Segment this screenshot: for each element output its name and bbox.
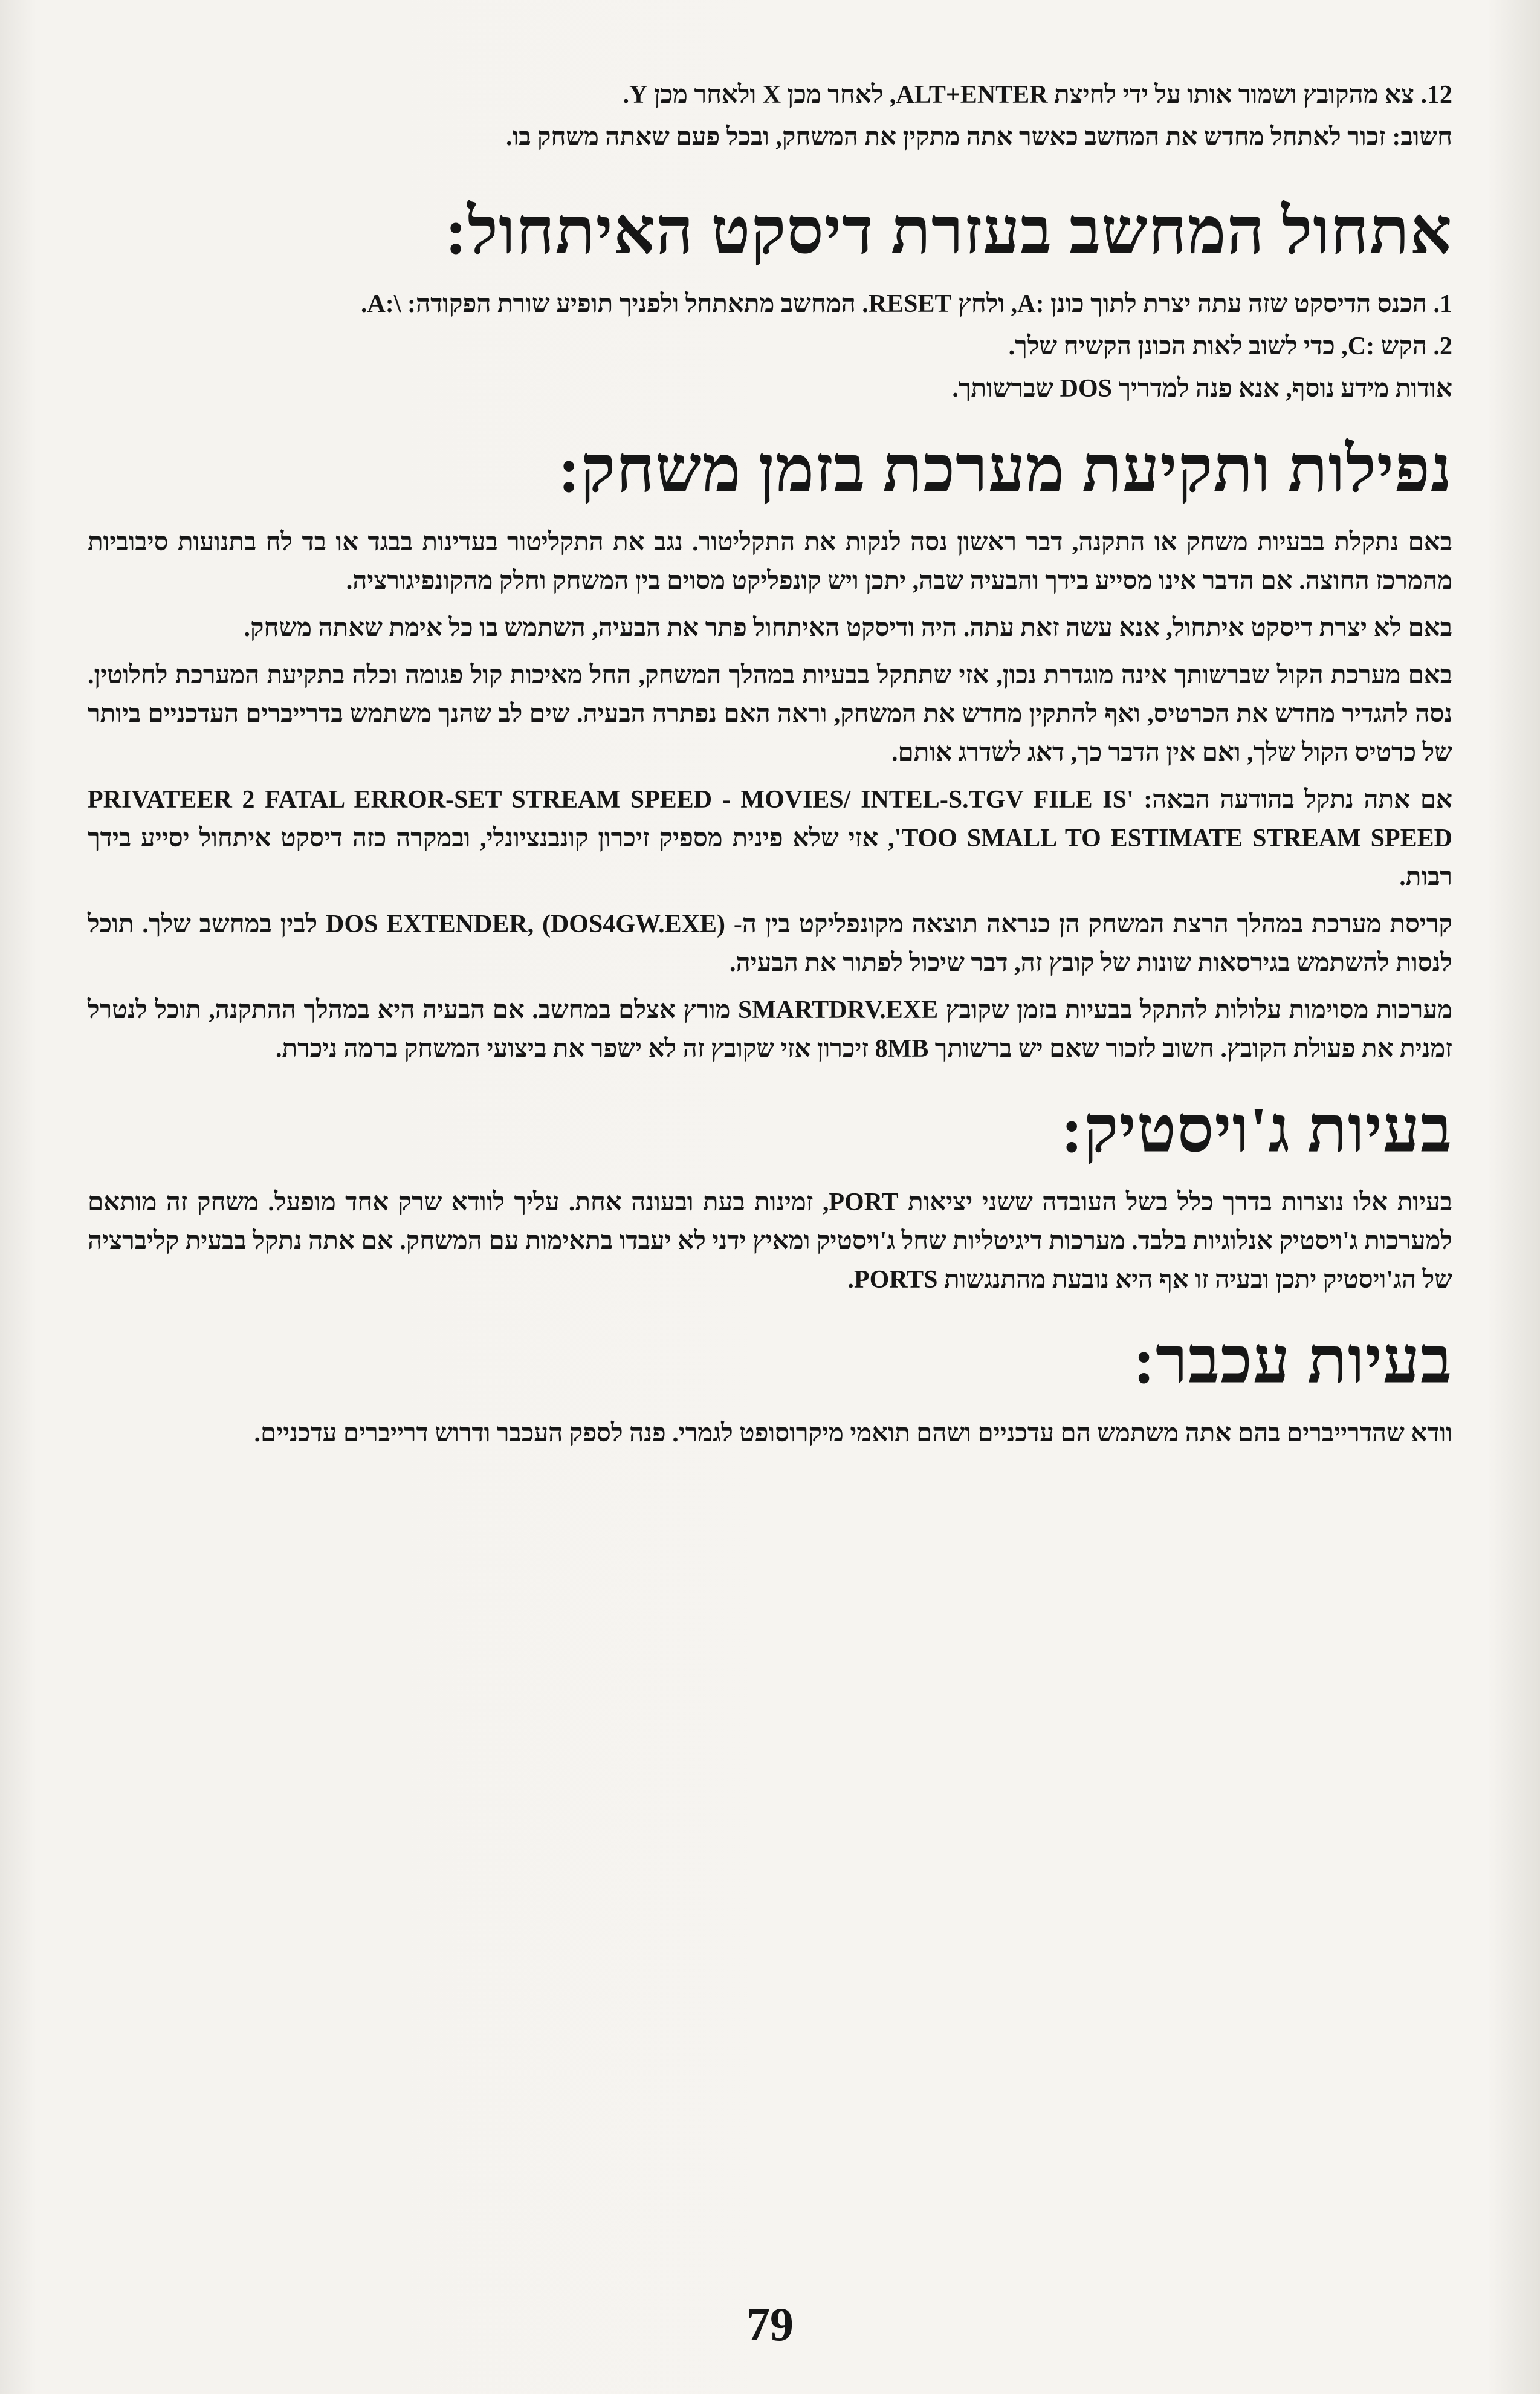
boot-disk-heading: אתחול המחשב בעזרת דיסקט האיתחול: bbox=[445, 196, 1452, 268]
boot-step-1: 1. הכנס הדיסקט שזה עתה יצרת לתוך כונן :A, ולחץ RESET. המחשב מתאתחל ולפניך תופיע שורת הפקודה: \:A. bbox=[360, 290, 1452, 318]
boot-more-info: אודות מידע נוסף, אנא פנה למדריך DOS שברשותך. bbox=[952, 375, 1452, 403]
page-number: 79 bbox=[746, 2298, 794, 2350]
important-note bbox=[88, 118, 1452, 157]
important-note-label: חשוב: bbox=[1392, 123, 1452, 151]
crashes-paragraph-1: באם נתקלת בבעיות משחק או התקנה, דבר ראשון נסה לנקות את התקליטור. נגב את התקליטור בעדינות בבגד או בד לח בתנועות סיבוביות מהמרכז החוצה. אם הדבר אינו מסייע בידך והבעיה שבה, יתכן ויש קונפליקט מסוים בין המשחק וחלק מהקונפיגורציה. bbox=[88, 528, 1452, 595]
mouse-heading: בעיות עכבר: bbox=[1133, 1325, 1452, 1397]
crashes-paragraph-5: קריסת מערכת במהלך הרצת המשחק הן כנראה תוצאה מקונפליקט בין ה- DOS EXTENDER, (DOS4GW.EXE) לבין במחשב שלך. תוכל לנסות להשתמש בגירסאות שונות של קובץ זה, דבר שיכול לפתור את הבעיה. bbox=[88, 910, 1452, 977]
joystick-paragraph: בעיות אלו נוצרות בדרך כלל בשל העובדה ששני יציאות PORT, זמינות בעת ובעונה אחת. עליך לוודא שרק אחד מופעל. משחק זה מותאם למערכות ג'ויסטיק אנלוגיות בלבד. מערכות דיגיטליות שחל ג'ויסטיק ומאיץ ידני לא יעבדו בתאימות עם המשחק. אם אתה נתקל בבעית קליברציה של הג'ויסטיק יתכן ובעיה זו אף היא נובעת מהתנגשות PORTS. bbox=[88, 1189, 1453, 1294]
crashes-paragraph-4: אם אתה נתקל בהודעה הבאה: 'PRIVATEER 2 FATAL ERROR-SET STREAM SPEED - MOVIES/ INTEL-S.TGV FILE IS TOO SMALL TO ESTIMATE STREAM SPEED', אזי שלא פינית מספיק זיכרון קונבנציונלי, ובמקרה כזה דיסקט איתחול יסייע בידך רבות. bbox=[88, 786, 1453, 891]
important-note-text: זכור לאתחל מחדש את המחשב כאשר אתה מתקין את המשחק, ובכל פעם שאתה משחק בו. bbox=[505, 123, 1393, 151]
boot-step-2: 2. הקש :C, כדי לשוב לאות הכונן הקשיח שלך. bbox=[1008, 332, 1452, 360]
crashes-paragraph-2: באם לא יצרת דיסקט איתחול, אנא עשה זאת עתה. היה ודיסקט האיתחול פתר את הבעיה, השתמש בו כל אימת שאתה משחק. bbox=[244, 614, 1452, 642]
crashes-paragraph-3: באם מערכת הקול שברשותך אינה מוגדרת נכון, אזי שתתקל בבעיות במהלך המשחק, החל מאיכות קול פגומה וכלה בתקיעת המערכת לחלוטין. נסה להגדיר מחדש את הכרטיס, ואף להתקין מחדש את המשחק, וראה האם נפתרה הבעיה. שים לב שהנך משתמש בדרייברים העדכניים ביותר של כרטיס הקול שלך, ואם אין הדבר כך, דאג לשדרג אותם. bbox=[88, 661, 1452, 767]
mouse-paragraph: וודא שהדרייברים בהם אתה משתמש הם עדכניים ושהם תואמי מיקרוסופט לגמרי. פנה לספק העכבר ודרוש דרייברים עדכניים. bbox=[254, 1419, 1452, 1447]
install-step-12: 12. צא מהקובץ ושמור אותו על ידי לחיצת ALT+ENTER, לאחר מכן X ולאחר מכן Y. bbox=[623, 81, 1452, 109]
joystick-heading: בעיות ג'ויסטיק: bbox=[1061, 1094, 1452, 1166]
crashes-heading: נפילות ותקיעת מערכת בזמן משחק: bbox=[558, 434, 1452, 506]
crashes-paragraph-6: מערכות מסוימות עלולות להתקל בבעיות בזמן שקובץ SMARTDRV.EXE מורץ אצלם במחשב. אם הבעיה היא במהלך ההתקנה, תוכל לנטרל זמנית את פעולת הקובץ. חשוב לזכור שאם יש ברשותך 8MB זיכרון אזי שקובץ זה לא ישפר את ביצועי המשחק ברמה ניכרת. bbox=[88, 996, 1452, 1063]
